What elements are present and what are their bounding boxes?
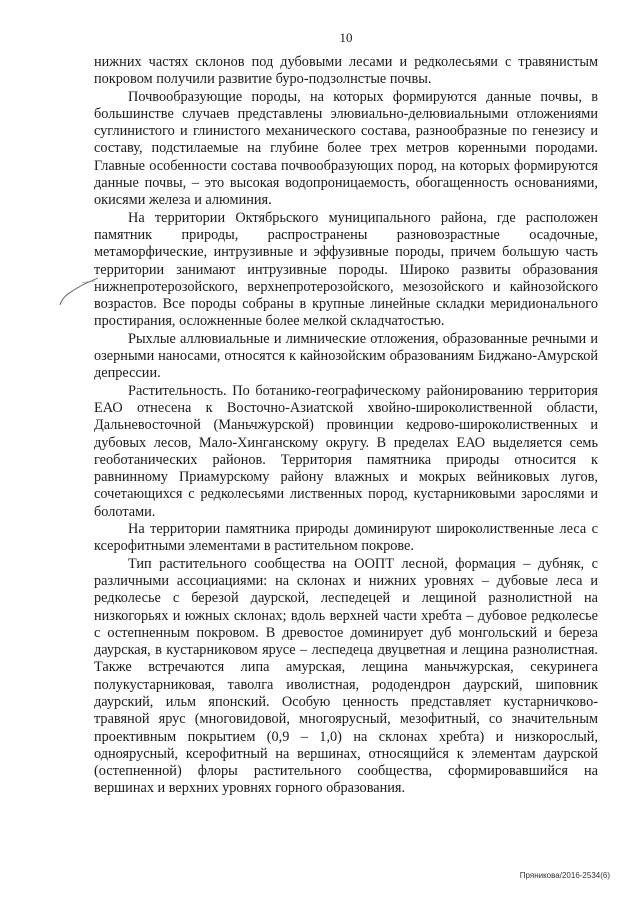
paragraph-broadleaf-forests: На территории памятника природы доминируют широколиственные леса с ксерофитными элементами в растительном покрове. (94, 521, 598, 555)
paragraph-geology: На территории Октябрьского муниципального района, где расположен памятник природы, распространены разновозрастные осадочные, метаморфические, интрузивные и эффузивные породы, причем большую часть территории занимают интрузивные породы. Широко развиты образования нижнепротерозойского, верхнепротерозойского, мезозойского и кайнозойского возрастов. Все породы собраны в крупные линейные складки меридионального простирания, осложненные более мелкой складчатостью. (94, 209, 598, 330)
page-number: 10 (339, 30, 353, 45)
paragraph-plant-community: Тип растительного сообщества на ООПТ лесной, формация – дубняк, с различными ассоциациями: на склонах и нижних уровнях – дубовые леса и редколесье с березой даурской, леспедецей и лещиной разнолистной на низкогорьях и южных склонах; вдоль верхней части хребта – дубовое редколесье с остепненным покровом. В древостое доминирует дуб монгольский и береза даурская, в кустарниковом ярусе – леспедеца двуцветная и лещина разнолистная. Также встречаются липа амурская, лещина маньчжурская, секуринега полукустарниковая, таволга иволистная, рододендрон даурский, шиповник даурский, ильм японский. Особую ценность представляет кустарничково-травяной ярус (многовидовой, многоярусный, мезофитный, со значительным проективным покрытием (0,9 – 1,0) на склонах хребта) и низкорослый, одноярусный, ксерофитный на вершинах, относящийся к элементам даурской (остепненной) флоры растительного сообщества, сформировавшийся на вершинах и верхних уровнях горного образования. (94, 555, 598, 797)
paragraph-vegetation-zoning: Растительность. По ботанико-географическому районированию территория ЕАО отнесена к Восточно-Азиатской хвойно-широколиственной области, Дальневосточной (Маньчжурской) провинции кедрово-широколиственных и дубовых лесов, Мало-Хинганскому округу. В пределах ЕАО выделяется семь геоботанических районов. Территория памятника природы относится к равнинному Приамурскому району влажных и мокрых вейниковых лугов, сочетающихся с редколесьями лиственных пород, кустарниковыми зарослями и болотами. (94, 382, 598, 520)
paragraph-parent-rocks: Почвообразующие породы, на которых формируются данные почвы, в большинстве случаев представлены элювиально-делювиальными отложениями суглинистого и глинистого механического состава, разнообразные по генезису и составу, подстилаемые на глубине более трех метров коренными породами. Главные особенности состава почвообразующих пород, на которых формируются данные почвы, – это высокая водопроницаемость, обогащенность основаниями, окисями железа и алюминия. (94, 88, 598, 209)
paragraph-soils-continued: нижних частях склонов под дубовыми лесами и редколесьями с травянистым покровом получили развитие буро-подзолнстые почвы. (94, 54, 598, 88)
paragraph-alluvial-deposits: Рыхлые аллювиальные и лимнические отложения, образованные речными и озерными наносами, относятся к кайнозойским образованиям Биджано-Амурской депрессии. (94, 330, 598, 382)
margin-pen-mark-icon (58, 274, 102, 308)
document-footer-code: Пряникова/2016-2534(6) (519, 871, 610, 880)
